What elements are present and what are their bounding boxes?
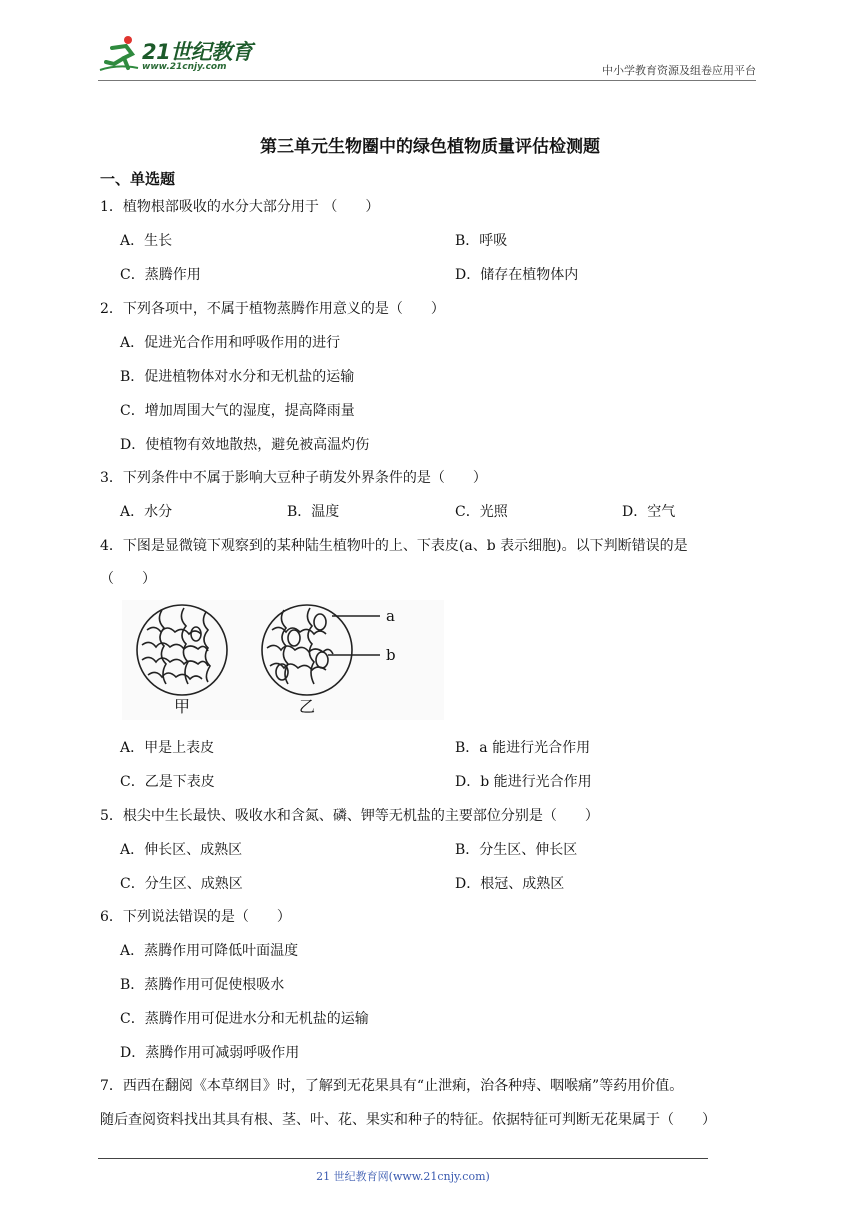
question-4: 4．下图是显微镜下观察到的某种陆生植物叶的上、下表皮(a、b 表示细胞)。以下判断错误的是: [100, 538, 688, 554]
q6-option-b[interactable]: B．蒸腾作用可促使根吸水: [120, 977, 285, 993]
question-1: 1．植物根部吸收的水分大部分用于 （ ）: [100, 199, 380, 215]
q3-option-b[interactable]: B．温度: [287, 504, 340, 520]
question-5: 5．根尖中生长最快、吸收水和含氮、磷、钾等无机盐的主要部位分别是（ ）: [100, 808, 599, 824]
q1-option-d[interactable]: D．储存在植物体内: [455, 267, 579, 283]
q2-option-c[interactable]: C．增加周围大气的湿度，提高降雨量: [120, 403, 355, 419]
q4-option-b[interactable]: B．a 能进行光合作用: [455, 740, 591, 756]
q2-option-a[interactable]: A．促进光合作用和呼吸作用的进行: [120, 335, 341, 351]
platform-name: 中小学教育资源及组卷应用平台: [602, 64, 756, 77]
q4-option-a[interactable]: A．甲是上表皮: [120, 740, 215, 756]
page-title: 第三单元生物圈中的绿色植物质量评估检测题: [260, 137, 600, 157]
q6-option-a[interactable]: A．蒸腾作用可降低叶面温度: [120, 943, 299, 959]
logo-url: www.21cnjy.com: [142, 62, 227, 72]
q3-option-a[interactable]: A．水分: [120, 504, 173, 520]
footer-divider: [98, 1158, 708, 1159]
question-7-line2: 随后查阅资料找出其具有根、茎、叶、花、果实和种子的特征。依据特征可判断无花果属于（ ）: [100, 1112, 716, 1128]
q3-option-d[interactable]: D．空气: [622, 504, 676, 520]
logo: [98, 34, 258, 74]
q5-option-a[interactable]: A．伸长区、成熟区: [120, 842, 243, 858]
question-7: 7．西西在翻阅《本草纲目》时，了解到无花果具有“止泄痢，治各种痔、咽喉痛”等药用价值。: [100, 1078, 684, 1094]
q4-option-c[interactable]: C．乙是下表皮: [120, 774, 215, 790]
q1-option-c[interactable]: C．蒸腾作用: [120, 267, 201, 283]
footer-link[interactable]: 21 世纪教育网(www.21cnjy.com): [316, 1170, 490, 1183]
header-divider: [98, 80, 756, 81]
label-b: b: [386, 646, 396, 664]
q1-option-b[interactable]: B．呼吸: [455, 233, 508, 249]
q2-option-d[interactable]: D．使植物有效地散热，避免被高温灼伤: [120, 437, 370, 453]
question-2: 2．下列各项中，不属于植物蒸腾作用意义的是（ ）: [100, 301, 445, 317]
question-3: 3．下列条件中不属于影响大豆种子萌发外界条件的是（ ）: [100, 470, 487, 486]
label-jia: 甲: [174, 697, 191, 716]
label-a: a: [386, 607, 395, 625]
q3-option-c[interactable]: C．光照: [455, 504, 508, 520]
q6-option-d[interactable]: D．蒸腾作用可减弱呼吸作用: [120, 1045, 300, 1061]
q6-option-c[interactable]: C．蒸腾作用可促进水分和无机盐的运输: [120, 1011, 369, 1027]
question-6: 6．下列说法错误的是（ ）: [100, 909, 291, 925]
q5-option-d[interactable]: D．根冠、成熟区: [455, 876, 565, 892]
q2-option-b[interactable]: B．促进植物体对水分和无机盐的运输: [120, 369, 355, 385]
page-header: [98, 30, 756, 80]
section-heading: 一、单选题: [100, 170, 176, 188]
q1-option-a[interactable]: A．生长: [120, 233, 173, 249]
q4-option-d[interactable]: D．b 能进行光合作用: [455, 774, 592, 790]
label-yi: 乙: [299, 697, 316, 716]
q5-option-c[interactable]: C．分生区、成熟区: [120, 876, 243, 892]
epidermis-figure: [122, 600, 444, 720]
q5-option-b[interactable]: B．分生区、伸长区: [455, 842, 578, 858]
runner-logo-icon: [98, 34, 142, 74]
logo-text: 21世纪教育: [142, 40, 253, 64]
question-4-bracket: （ ）: [100, 571, 156, 587]
microscope-view-image: [122, 600, 444, 720]
